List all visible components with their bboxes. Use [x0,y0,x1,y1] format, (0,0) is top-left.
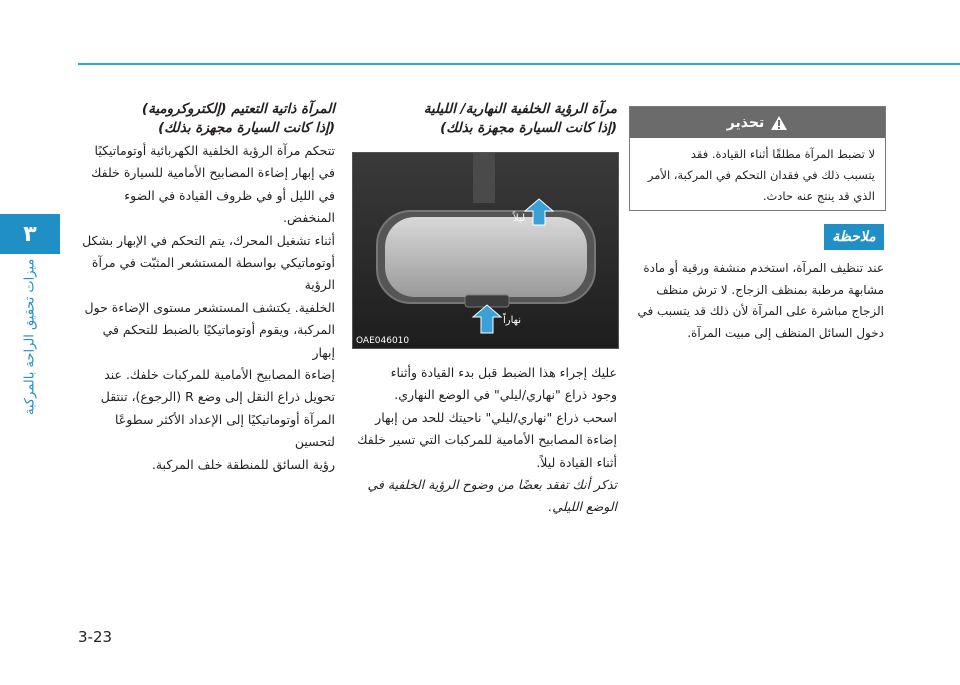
warning-triangle-icon [770,115,788,131]
body-line: إضاءة المصابيح الأمامية للمركبات خلفك. عند [104,367,335,383]
body-line: أوتوماتيكي بواسطة المستشعر المثبّت في مرآة الرؤية [91,255,335,293]
figure-label-day: نهاراً [503,315,522,326]
page-number: 3-23 [78,628,113,646]
body-line: وجود ذراع "نهاري/ليلي" في الوضع النهاري. [394,387,617,403]
body-line: عليك إجراء هذا الضبط قبل بدء القيادة وأثناء [390,365,617,380]
note-line: مشابهة مرطبة بمنظف الزجاج. لا ترش منظف [656,282,884,297]
warning-line: يتسبب ذلك في فقدان التحكم في المركبة، الأمر [647,168,875,182]
body-line: في إبهار إضاءة المصابيح الأمامية للسيارة خلفك [91,165,335,181]
heading-auto-dimming-equipped: (إذا كانت السيارة مجهزة بذلك) [158,120,335,136]
italic-line: تذكر أنك تفقد بعضًا من وضوح الرؤية الخلفية في [367,477,617,493]
body-line: أثناء تشغيل المحرك، يتم التحكم في الإبهار بشكل [82,232,335,248]
sidebar [0,0,60,685]
body-line: إضاءة المصابيح الأمامية للمركبات التي تسير خلفك [357,432,617,448]
figure-code: OAE046010 [356,336,410,346]
body-line: المركبة، ويقوم أوتوماتيكيًا بالضبط للتحكم في إبهار [102,322,335,360]
body-line: في الليل أو في ظروف القيادة في الضوء المنخفض. [124,187,335,226]
body-line: رؤية السائق للمنطقة خلف المركبة. [151,456,335,472]
left-column [78,100,335,476]
body-line: تحويل ذراع النقل إلى وضع R (الرجوع)، تنتقل [100,389,335,405]
warning-title: تحذير [726,114,765,131]
note-line: الزجاج مباشرة على المرآة لأن ذلك قد يتسبب في [637,304,884,318]
body-line: تتحكم مرآة الرؤية الخلفية الكهربائية أوتوماتيكيًا [94,143,335,158]
top-rule [78,63,960,65]
heading-auto-dimming-title: المرآة ذاتية التعتيم (إلكتروكرومية) [141,101,335,117]
chapter-number-tab: ٣ [0,214,60,254]
middle-column-heading [352,100,617,138]
middle-column-body [352,362,617,519]
note-body [629,258,884,344]
note-line: عند تنظيف المرآة، استخدم منشفة ورقية أو مادة [643,261,884,275]
body-line: اسحب ذراع "نهاري/ليلي" ناحيتك للحد من إبهار [375,409,617,425]
warning-header [630,107,885,138]
mirror-figure [352,152,619,349]
note-line: دخول السائل المنظف إلى مبيت المرآة. [687,325,884,340]
body-line: أثناء القيادة ليلاً. [536,454,617,470]
warning-box [629,106,886,211]
figure-label-night: ليلاً [513,213,526,224]
body-line: المرآة أوتوماتيكيًا إلى الإعداد الأكثر سطوعًا لتحسين [114,411,335,450]
warning-line: لا تضبط المرآة مطلقًا أثناء القيادة. فقد [690,147,875,161]
body-line: الخلفية. يكتشف المستشعر مستوى الإضاءة حول [84,299,335,315]
warning-body [630,138,885,207]
heading-day-night-equipped: (إذا كانت السيارة مجهزة بذلك) [440,120,617,136]
note-label: ملاحظة [824,224,884,250]
mirror-illustration [353,153,618,348]
warning-line: الذي قد ينتج عنه حادث. [762,189,875,203]
italic-line: الوضع الليلي. [548,499,617,515]
chapter-title: ميزات تحقيق الراحة بالمركبة [22,258,38,416]
heading-day-night-title: مرآة الرؤية الخلفية النهارية/ الليلية [423,101,617,117]
